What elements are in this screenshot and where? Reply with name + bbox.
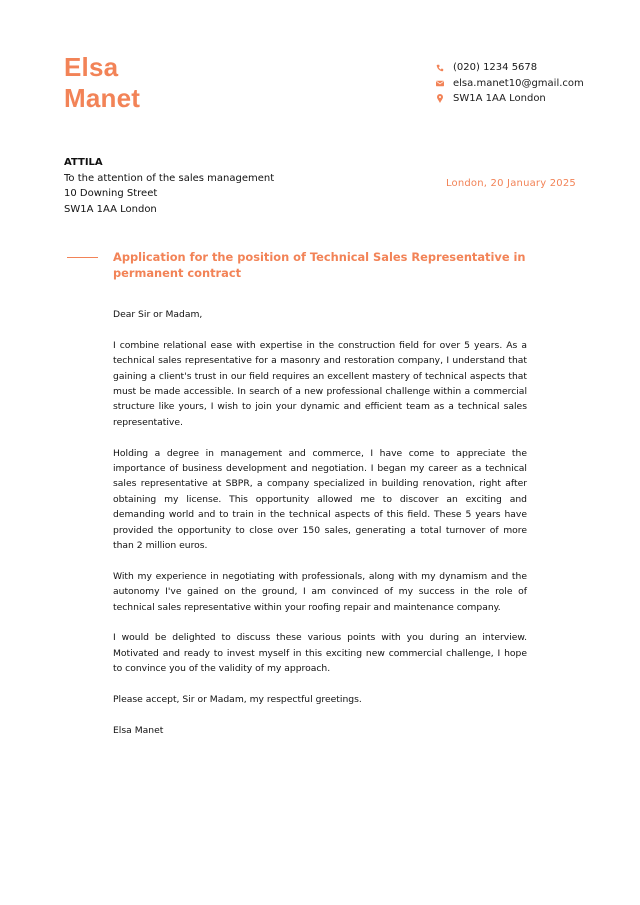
signature: Elsa Manet [113,724,164,736]
body-paragraph: I would be delighted to discuss these various points with you during an interview. Motivated and ready to invest myself in this exciting new commercial challenge, I hope to convince you of the validity of my approach. [113,632,527,675]
contact-phone [435,60,584,76]
contact-info [435,60,584,107]
letter-date: London, 20 January 2025 [445,178,576,189]
salutation: Dear Sir or Madam, [113,309,203,320]
letter-subject: Application for the position of Technical Sales Representative in permanent contract [113,250,526,280]
sender-first-name: Elsa [64,52,119,82]
body-paragraph: I combine relational ease with expertise in the construction field for over 5 years. As a technical sales representative for a masonry and restoration company, I understand that gaining a client's trust in our field requires an excellent mastery of technical aspects that must be made accessible. In search of a new professional challenge within a commercial structure like yours, I wish to join your dynamic and efficient team as a technical sales representative. [113,339,527,428]
sender-address: SW1A 1AA London [453,93,546,104]
subject-divider [67,257,98,258]
recipient-company: ATTILA [64,157,103,168]
body-paragraph: Holding a degree in management and commerce, I have come to appreciate the importance of business development and negotiation. I began my career as a technical sales representative at SBPR, a company specialized in building renovation, right after obtaining my license. This opportunity allowed me to discover an exciting and demanding world and to train in the technical aspects of this field. These 5 years have provided the opportunity to close over 150 sales, generating a total turnover of more than 2 million euros. [113,447,527,552]
phone-icon [435,63,444,72]
contact-address [435,91,584,107]
contact-email [435,76,584,92]
location-pin-icon [435,94,444,103]
sender-last-name: Manet [64,83,141,113]
phone-number[interactable]: (020) 1234 5678 [453,62,538,73]
envelope-icon [435,79,444,88]
letter-body [113,307,527,754]
recipient-city: SW1A 1AA London [64,203,157,215]
sender-name [64,52,140,114]
recipient-street: 10 Downing Street [64,188,158,199]
email-address[interactable]: elsa.manet10@gmail.com [453,77,584,89]
closing: Please accept, Sir or Madam, my respectful greetings. [113,694,362,706]
recipient-block [64,155,274,217]
recipient-attention: To the attention of the sales management [64,172,275,184]
body-paragraph: With my experience in negotiating with professionals, along with my dynamism and the autonomy I've gained on the ground, I am convinced of my success in the role of technical sales representative within your roofing repair and maintenance company. [113,570,527,613]
